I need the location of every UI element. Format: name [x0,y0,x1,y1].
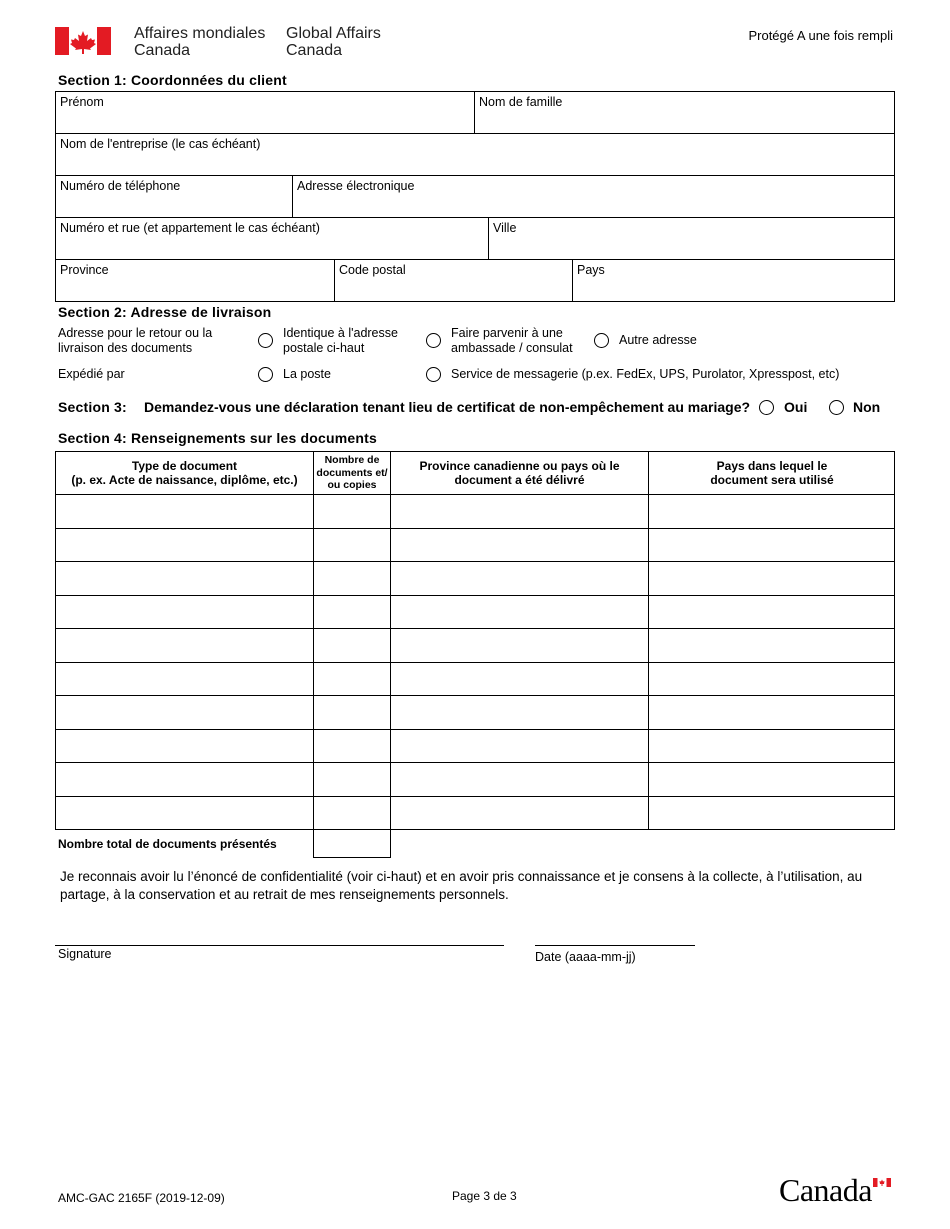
department-name-fr: Affaires mondiales Canada [134,25,266,59]
radio-other-address[interactable] [594,333,609,348]
postal-code-field[interactable]: Code postal [339,263,406,277]
department-name-en: Global Affairs Canada [286,25,381,59]
table-row[interactable] [56,663,894,696]
country-field[interactable]: Pays [577,263,605,277]
total-documents-input[interactable] [313,829,391,858]
company-field[interactable]: Nom de l'entreprise (le cas échéant) [60,137,261,151]
col-header-destination-country: Pays dans lequel le document sera utilisé [710,459,834,487]
table-row[interactable] [56,797,894,830]
table-row[interactable] [56,730,894,763]
province-field[interactable]: Province [60,263,109,277]
radio-courier[interactable] [426,367,441,382]
consent-statement: Je reconnais avoir lu l’énoncé de confidentialité (voir ci-haut) et en avoir pris connaissance et je consens à la collecte, à l’utilisation, au partage, à la conservation et au retrait de mes renseignements personnels. [60,869,863,902]
signature-line[interactable] [55,945,504,946]
option-embassy-label: Faire parvenir à une ambassade / consulat [451,326,573,355]
table-row[interactable] [56,629,894,662]
option-post-label: La poste [283,367,331,381]
table-row[interactable] [56,696,894,729]
table-row[interactable] [56,495,894,528]
signature-label: Signature [58,947,112,961]
canada-flag-logo [55,27,111,55]
phone-field[interactable]: Numéro de téléphone [60,179,181,193]
form-number: AMC-GAC 2165F (2019-12-09) [58,1191,225,1205]
section4-title: Section 4: Renseignements sur les documents [58,430,378,446]
radio-no[interactable] [829,400,844,415]
page-number: Page 3 de 3 [452,1189,517,1203]
section1-title: Section 1: Coordonnées du client [58,72,287,88]
canada-wordmark: Canada [779,1172,872,1208]
last-name-field[interactable]: Nom de famille [479,95,563,109]
total-documents-label: Nombre total de documents présentés [58,837,277,851]
city-field[interactable]: Ville [493,221,517,235]
first-name-field[interactable]: Prénom [60,95,104,109]
table-row[interactable] [56,529,894,562]
col-header-doc-type: Type de document (p. ex. Acte de naissance, diplôme, etc.) [71,459,298,487]
wordmark-flag-icon [873,1178,891,1187]
client-info-box [55,91,895,302]
street-field[interactable]: Numéro et rue (et appartement le cas échéant) [60,221,320,235]
yes-label: Oui [784,399,808,415]
option-other-address-label: Autre adresse [619,333,697,347]
col-header-count: Nombre de documents et/ ou copies [316,454,388,492]
email-field[interactable]: Adresse électronique [297,179,415,193]
return-address-label: Adresse pour le retour ou la livraison des documents [58,326,213,355]
radio-yes[interactable] [759,400,774,415]
radio-post[interactable] [258,367,273,382]
shipped-by-label: Expédié par [58,367,125,381]
protected-notice: Protégé A une fois rempli [748,28,893,43]
radio-same-address[interactable] [258,333,273,348]
radio-embassy[interactable] [426,333,441,348]
section2-title: Section 2: Adresse de livraison [58,304,272,320]
date-label: Date (aaaa-mm-jj) [535,950,636,964]
no-label: Non [853,399,881,415]
col-header-issuing-place: Province canadienne ou pays où le document a été délivré [419,459,620,487]
section3-title: Section 3: [58,399,127,415]
table-row[interactable] [56,562,894,595]
option-same-address-label: Identique à l'adresse postale ci-haut [283,326,398,355]
table-row[interactable] [56,763,894,796]
section3-question: Demandez-vous une déclaration tenant lieu de certificat de non-empêchement au mariage? [144,399,751,415]
option-courier-label: Service de messagerie (p.ex. FedEx, UPS, Purolator, Xpresspost, etc) [451,367,840,381]
date-line[interactable] [535,945,695,946]
table-row[interactable] [56,596,894,629]
